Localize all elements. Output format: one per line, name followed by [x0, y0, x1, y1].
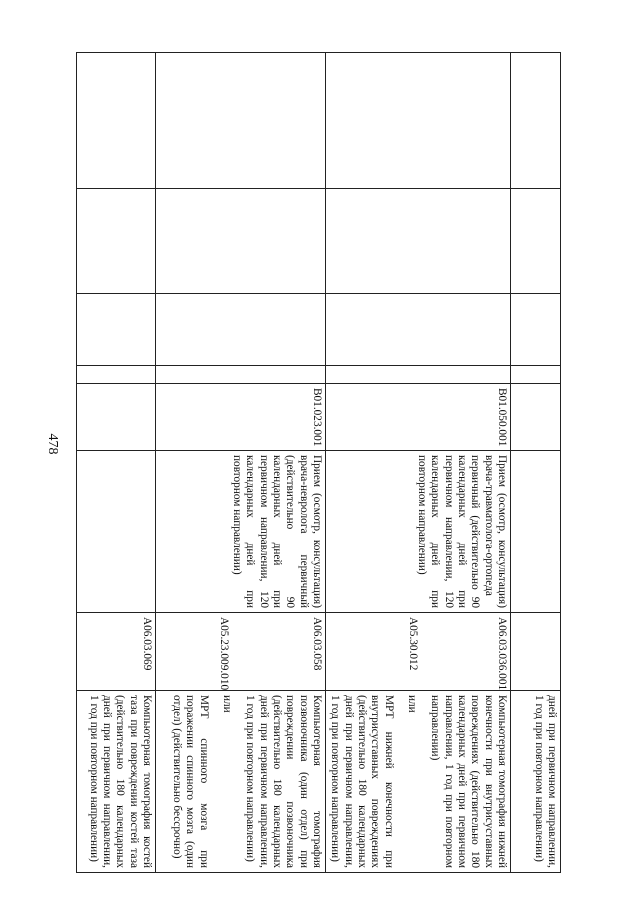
- service-name-cell: [511, 451, 561, 613]
- cell-col-narrow: [77, 366, 156, 384]
- service-code-cell: B01.050.001: [326, 384, 511, 451]
- cell-col2: [77, 189, 156, 294]
- research-code: A05.23.009.010: [217, 617, 230, 691]
- service-name-cell: Прием (осмотр, консультация) врача-невролога первичный (действительно 90 календарных дней при первичном направлении, 120 календарных дней при повторном направлении): [156, 451, 326, 613]
- cell-col3: [77, 294, 156, 366]
- research-name-cell: [156, 691, 326, 873]
- research-text: дней при первичном направлении, 1 год при повторном направлении): [532, 695, 558, 868]
- research-text: Компьютерная томография позвоночника (один отдел) при повреждении позвоночника (действительно 180 календарных дней при первичном направлении, 1 год при повторном направлении): [244, 695, 323, 868]
- table-row: [511, 53, 561, 873]
- service-name-cell: Прием (осмотр, консультация) врача-травматолога-ортопеда первичный (действительно 90 календарных дней при первичном направлении, 120 календарных дней при повторном направлении): [326, 451, 511, 613]
- research-code-cell: [156, 613, 326, 691]
- cell-col3: [326, 294, 511, 366]
- cell-col3: [511, 294, 561, 366]
- research-text: МРТ нижней конечности при внутрисуставных повреждениях (действительно 180 календарных дней при первичном направлении, 1 год при повторном направлении): [329, 695, 395, 868]
- cell-col-narrow: [326, 366, 511, 384]
- document-table: [76, 52, 561, 873]
- cell-col1: [77, 53, 156, 189]
- cell-col1: [511, 53, 561, 189]
- cell-col2: [511, 189, 561, 294]
- cell-col1: [156, 53, 326, 189]
- research-text: Компьютерная томография костей таза при повреждении костей таза (действительно 180 календарных дней при первичном направлении, 1 год при повторном направлении): [87, 695, 153, 868]
- cell-col1: [326, 53, 511, 189]
- research-code: A06.03.058: [311, 617, 323, 671]
- cell-col2: [326, 189, 511, 294]
- research-code-cell: [511, 613, 561, 691]
- cell-col-narrow: [511, 366, 561, 384]
- or-separator: или: [221, 695, 234, 713]
- page-number: 478: [45, 433, 60, 455]
- research-code: A06.03.069: [141, 617, 153, 671]
- research-code-cell: [77, 613, 156, 691]
- table-row: [77, 53, 156, 873]
- cell-col3: [156, 294, 326, 366]
- cell-col-narrow: [156, 366, 326, 384]
- table-row: [326, 53, 511, 873]
- research-code: A05.30.012: [406, 617, 419, 671]
- research-code: A06.03.036.001: [496, 617, 508, 691]
- service-code-cell: B01.023.001: [156, 384, 326, 451]
- or-separator: или: [406, 695, 419, 713]
- research-name-cell: [77, 691, 156, 873]
- rotated-table-wrapper: [76, 52, 561, 872]
- research-name-cell: [511, 691, 561, 873]
- cell-col2: [156, 189, 326, 294]
- service-code-cell: [511, 384, 561, 451]
- service-code-cell: [77, 384, 156, 451]
- research-name-cell: [326, 691, 511, 873]
- table-row: [156, 53, 326, 873]
- research-text: Компьютерная томография нижней конечности при внутрисуставных повреждениях (действительно 180 календарных дней при первичном направлении, 1 год при повторном направлении): [429, 695, 508, 868]
- research-text: МРТ спинного мозга при поражении спинного мозга (один отдел) (действительно бессрочно): [171, 695, 210, 868]
- research-code-cell: [326, 613, 511, 691]
- service-name-cell: [77, 451, 156, 613]
